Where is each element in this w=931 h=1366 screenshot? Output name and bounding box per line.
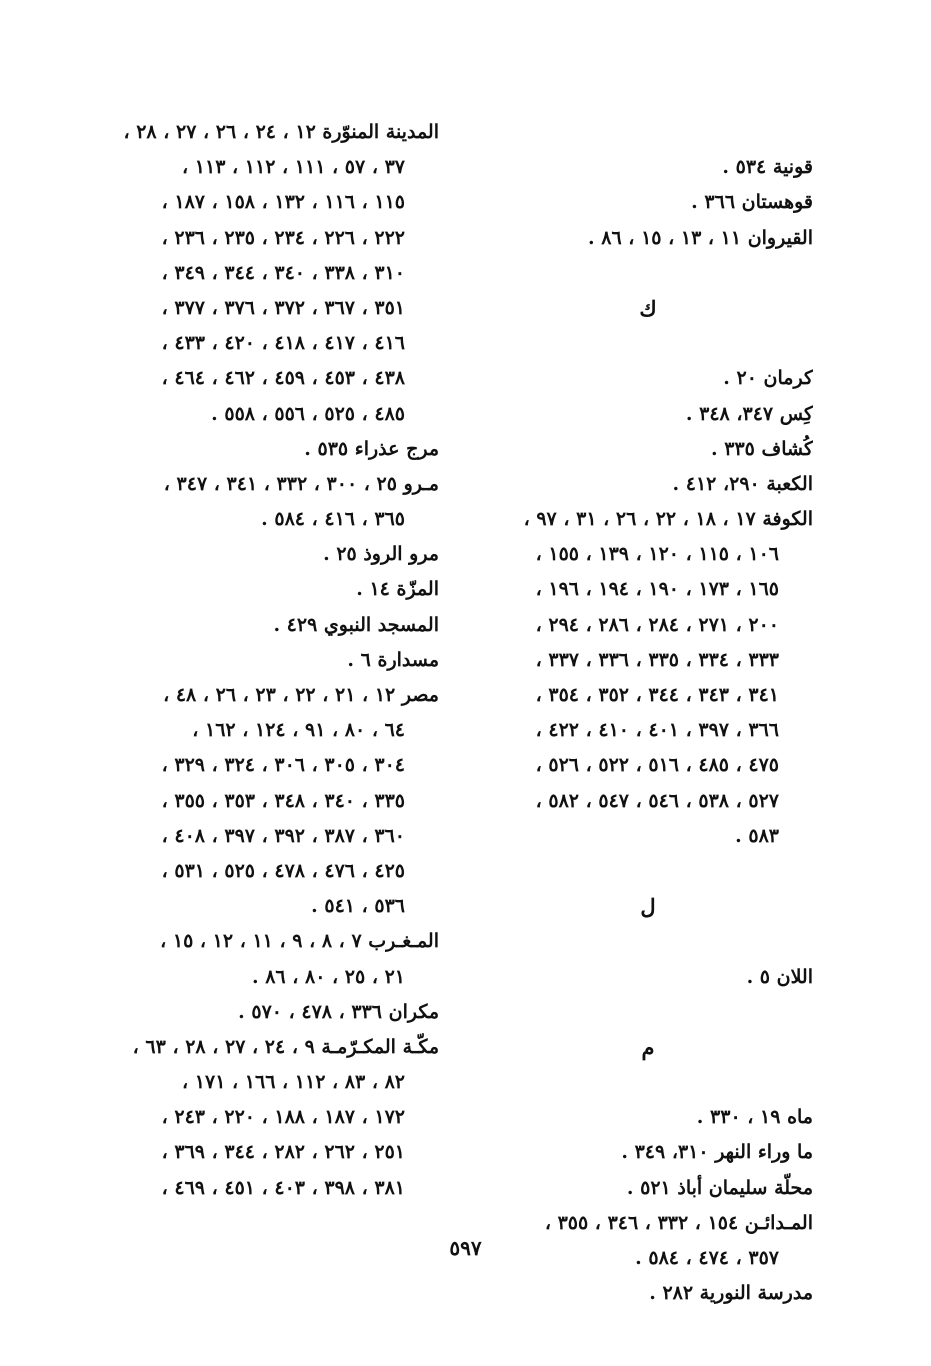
index-entry-continuation: ٤٢٥ ، ٤٧٦ ، ٤٧٨ ، ٥٢٥ ، ٥٣١ ، [161, 859, 405, 882]
index-entry: قوهستان ٣٦٦ . [691, 191, 813, 214]
index-entry: مرو الروذ ٢٥ . [323, 543, 439, 566]
index-entry-continuation: ١١٥ ، ١١٦ ، ١٣٢ ، ١٥٨ ، ١٨٧ ، [161, 191, 405, 214]
index-entry: مكران ٣٣٦ ، ٤٧٨ ، ٥٧٠ . [238, 1000, 439, 1023]
index-entry: مسدارة ٦ . [347, 648, 439, 671]
index-column-left [109, 115, 439, 1206]
index-entry-continuation: ٣٠٤ ، ٣٠٥ ، ٣٠٦ ، ٣٢٤ ، ٣٢٩ ، [161, 754, 405, 777]
index-entry-continuation: ٥٨٣ . [735, 824, 779, 847]
blank-line [483, 115, 813, 150]
blank-line [483, 1065, 813, 1100]
index-entry-continuation: ٢٥١ ، ٢٦٢ ، ٢٨٢ ، ٣٤٤ ، ٣٦٩ ، [161, 1141, 405, 1164]
letter-heading: ل [640, 894, 656, 920]
index-entry-continuation: ٤١٦ ، ٤١٧ ، ٤١٨ ، ٤٢٠ ، ٤٣٣ ، [161, 332, 405, 355]
index-entry-continuation: ٣٤١ ، ٣٤٣ ، ٣٤٤ ، ٣٥٢ ، ٣٥٤ ، [535, 684, 779, 706]
index-entry-continuation: ٨٢ ، ٨٣ ، ١١٢ ، ١٦٦ ، ١٧١ ، [182, 1071, 405, 1094]
index-entry: الكعبة ٢٩٠، ٤١٢ . [672, 472, 813, 495]
index-entry: اللان ٥ . [746, 965, 813, 988]
index-entry: المسجد النبوي ٤٢٩ . [273, 613, 439, 636]
page-number: ٥٩٧ [449, 1236, 482, 1260]
index-entry-continuation: ٤٨٥ ، ٥٢٥ ، ٥٥٦ ، ٥٥٨ . [211, 402, 405, 425]
index-entry-continuation: ١٠٦ ، ١١٥ ، ١٢٠ ، ١٣٩ ، ١٥٥ ، [535, 543, 779, 566]
index-entry-continuation: ٣٥١ ، ٣٦٧ ، ٣٧٢ ، ٣٧٦ ، ٣٧٧ ، [161, 296, 405, 319]
index-entry: كرمان ٢٠ . [723, 367, 813, 390]
index-entry: ما وراء النهر ٣١٠، ٣٤٩ . [621, 1141, 813, 1164]
index-entry-continuation: ٣٥٧ ، ٤٧٤ ، ٥٨٤ . [635, 1247, 779, 1269]
index-entry: المـغـرب ٧ ، ٨ ، ٩ ، ١١ ، ١٢ ، ١٥ ، [160, 930, 439, 953]
index-entry-continuation: ٣٦٠ ، ٣٨٧ ، ٣٩٢ ، ٣٩٧ ، ٤٠٨ ، [161, 824, 405, 847]
index-entry-continuation: ٣١٠ ، ٣٣٨ ، ٣٤٠ ، ٣٤٤ ، ٣٤٩ ، [161, 261, 405, 284]
index-entry-continuation: ٢٢٢ ، ٢٢٦ ، ٢٣٤ ، ٢٣٥ ، ٢٣٦ ، [161, 226, 405, 249]
index-entry: مصر ١٢ ، ٢١ ، ٢٢ ، ٢٣ ، ٢٦ ، ٤٨ ، [163, 684, 439, 706]
index-entry: مكّـة المكـرّمـة ٩ ، ٢٤ ، ٢٧ ، ٢٨ ، ٦٣ ، [132, 1035, 439, 1058]
letter-heading: ك [639, 295, 657, 321]
index-entry-continuation: ٣٦٥ ، ٤١٦ ، ٥٨٤ . [261, 508, 405, 531]
index-entry: كُشاف ٣٣٥ . [711, 437, 813, 460]
index-entry: القيروان ١١ ، ١٣ ، ١٥ ، ٨٦ . [588, 226, 813, 249]
index-entry: المدينة المنوّرة ١٢ ، ٢٤ ، ٢٦ ، ٢٧ ، ٢٨ ، [123, 121, 439, 143]
index-entry: المـدائـن ١٥٤ ، ٣٣٢ ، ٣٤٦ ، ٣٥٥ ، [544, 1211, 813, 1234]
index-entry-continuation: ٤٣٨ ، ٤٥٣ ، ٤٥٩ ، ٤٦٢ ، ٤٦٤ ، [161, 367, 405, 390]
index-entry-continuation: ٣٣٥ ، ٣٤٠ ، ٣٤٨ ، ٣٥٣ ، ٣٥٥ ، [161, 789, 405, 812]
index-entry: قونية ٥٣٤ . [722, 156, 813, 179]
index-entry: كِس ٣٤٧، ٣٤٨ . [685, 402, 813, 425]
index-entry-continuation: ٥٢٧ ، ٥٣٨ ، ٥٤٦ ، ٥٤٧ ، ٥٨٢ ، [535, 789, 779, 812]
index-entry: مـرو ٢٥ ، ٣٠٠ ، ٣٣٢ ، ٣٤١ ، ٣٤٧ ، [163, 472, 439, 495]
blank-line [483, 995, 813, 1030]
index-entry: ماه ١٩ ، ٣٣٠ . [696, 1106, 813, 1129]
index-entry-continuation: ٣٣٣ ، ٣٣٤ ، ٣٣٥ ، ٣٣٦ ، ٣٣٧ ، [535, 648, 779, 671]
index-entry-continuation: ١٦٥ ، ١٧٣ ، ١٩٠ ، ١٩٤ ، ١٩٦ ، [535, 578, 779, 601]
index-column-right [483, 115, 813, 1311]
index-entry: الكوفة ١٧ ، ١٨ ، ٢٢ ، ٢٦ ، ٣١ ، ٩٧ ، [523, 508, 813, 531]
index-entry-continuation: ٢١ ، ٢٥ ، ٨٠ ، ٨٦ . [251, 965, 405, 988]
index-entry-continuation: ٣٧ ، ٥٧ ، ١١١ ، ١١٢ ، ١١٣ ، [182, 156, 405, 179]
index-entry: المزّة ١٤ . [356, 578, 439, 601]
letter-heading: م [641, 1034, 655, 1060]
index-entry-continuation: ٣٨١ ، ٣٩٨ ، ٤٠٣ ، ٤٥١ ، ٤٦٩ ، [161, 1176, 405, 1199]
index-entry-continuation: ٤٧٥ ، ٤٨٥ ، ٥١٦ ، ٥٢٢ ، ٥٢٦ ، [535, 754, 779, 777]
index-entry-continuation: ٢٠٠ ، ٢٧١ ، ٢٨٤ ، ٢٨٦ ، ٢٩٤ ، [535, 613, 779, 636]
blank-line [483, 326, 813, 361]
blank-line [483, 256, 813, 291]
index-entry-continuation: ١٧٢ ، ١٨٧ ، ١٨٨ ، ٢٢٠ ، ٢٤٣ ، [161, 1106, 405, 1129]
index-entry-continuation: ٣٦٦ ، ٣٩٧ ، ٤٠١ ، ٤١٠ ، ٤٢٢ ، [535, 719, 779, 742]
index-entry: محلّة سليمان أباذ ٥٢١ . [626, 1176, 813, 1199]
blank-line [483, 854, 813, 889]
index-entry: مدرسة النورية ٢٨٢ . [649, 1282, 813, 1305]
index-entry-continuation: ٥٣٦ ، ٥٤١ . [311, 895, 405, 918]
blank-line [483, 924, 813, 959]
index-entry: مرج عذراء ٥٣٥ . [304, 437, 439, 460]
index-entry-continuation: ٦٤ ، ٨٠ ، ٩١ ، ١٢٤ ، ١٦٢ ، [192, 719, 405, 742]
